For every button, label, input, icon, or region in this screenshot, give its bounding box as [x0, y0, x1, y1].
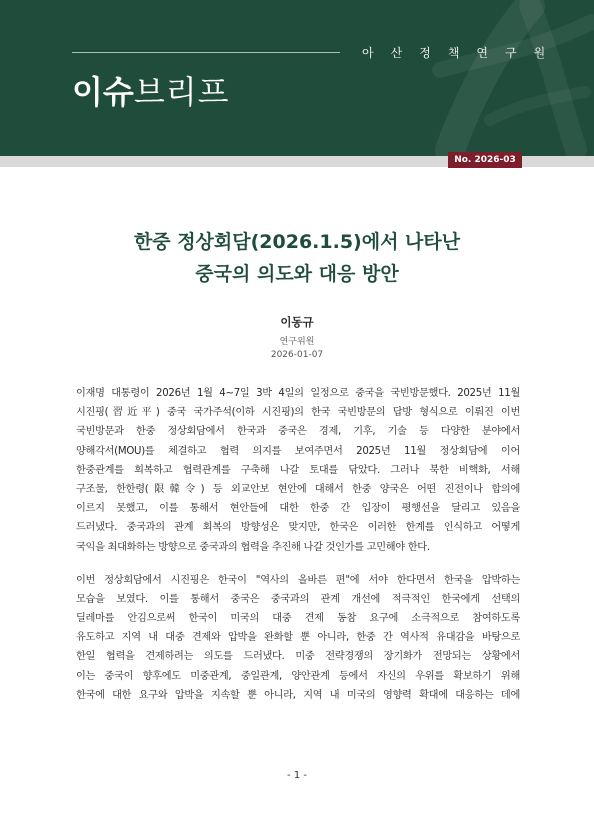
series-title-bold: 이슈: [72, 73, 134, 111]
header-divider: [72, 52, 340, 53]
body-text: [76, 384, 520, 705]
paragraph-1-line: 구조물, 한한령(限韓令) 등 외교안보 현안에 대해서 한중 양국은 어떤 진전이나 합의에: [76, 483, 520, 495]
paragraph-1-line: 이재명 대통령이 2026년 1월 4~7일 3박 4일의 일정으로 중국을 국빈방문했다. 2025년 11월: [76, 388, 520, 399]
brush-stroke-a-watermark-icon: [380, 0, 594, 156]
institute-name: 아 산 정 책 연 구 원: [362, 46, 552, 60]
paragraph-1-line: 한중관계를 회복하고 협력관계를 구축해 나갈 토대를 닦았다. 그러나 북한 비핵화, 서해: [76, 464, 520, 476]
document-title: [0, 226, 594, 290]
paragraph-2-line: 한국에 대한 요구와 압박을 지속할 뿐 아니라, 지역 내 미국의 영향력 확대에 대응하는 데에: [76, 689, 520, 701]
title-line-1: 한중 정상회담(2026.1.5)에서 나타난: [133, 231, 461, 253]
paragraph-1-line: 이르지 못했고, 이를 통해서 현안들에 대한 한중 간 입장이 평행선을 달리고 있음을: [76, 503, 520, 515]
paragraph-2-line: 딜레마를 안김으로써 한국이 미국의 대중 견제 동참 요구에 소극적으로 참여하도록: [76, 613, 520, 625]
header-banner: [0, 0, 594, 156]
paragraph-1-line: 국빈방문과 한중 정상회담에서 한국과 중국은 경제, 기후, 기술 등 다양한 분야에서: [76, 426, 520, 438]
paragraph-1-line: 양해각서(MOU)를 체결하고 협력 의지를 보여주면서 2025년 11월 정상회담에 이어: [76, 445, 520, 457]
paragraph-2-line: 모습을 보였다. 이를 통해서 중국은 중국과의 관계 개선에 적극적인 한국에게 선택의: [76, 593, 520, 605]
publication-date: 2026-01-07: [270, 350, 324, 360]
paragraph-1-line: 국익을 최대화하는 방향으로 중국과의 협력을 추진해 나갈 것인가를 고민해야 한다.: [76, 541, 430, 553]
paragraph-1-line: 시진핑(習近平) 중국 국가주석(이하 시진핑)의 한국 국빈방문의 답방 형식으로 이뤄진 이번: [76, 407, 520, 419]
author-name: 이동규: [280, 315, 314, 329]
title-line-2: 중국의 의도와 대응 방안: [195, 263, 399, 285]
paragraph-2-line: 유도하고 지역 내 대중 견제와 압박을 완화할 뿐 아니라, 한중 간 역사적 유대감을 바탕으로: [76, 632, 520, 644]
series-title: [72, 73, 230, 111]
paragraph-2-line: 이는 중국이 향후에도 미중관계, 중일관계, 양안관계 등에서 자신의 우위를 확보하기 위해: [76, 670, 520, 682]
series-title-light: 브리프: [133, 73, 230, 111]
page-number: - 1 -: [287, 770, 307, 781]
paragraph-2-line: 이번 정상회담에서 시진핑은 한국이 "역사의 올바른 편"에 서야 한다면서 한국을 압박하는: [76, 574, 520, 586]
author-role: 연구위원: [279, 337, 315, 347]
paragraph-1-line: 드러냈다. 중국과의 관계 회복의 방향성은 맞지만, 한국은 이러한 한계를 인식하고 어떻게: [76, 522, 520, 534]
issue-number-badge: No. 2026-03: [448, 152, 522, 168]
paragraph-spacer: [76, 557, 520, 571]
paragraph-2-line: 한일 협력을 견제하려는 의도를 드러냈다. 미중 전략경쟁의 장기화가 전망되는 상황에서: [76, 651, 520, 663]
